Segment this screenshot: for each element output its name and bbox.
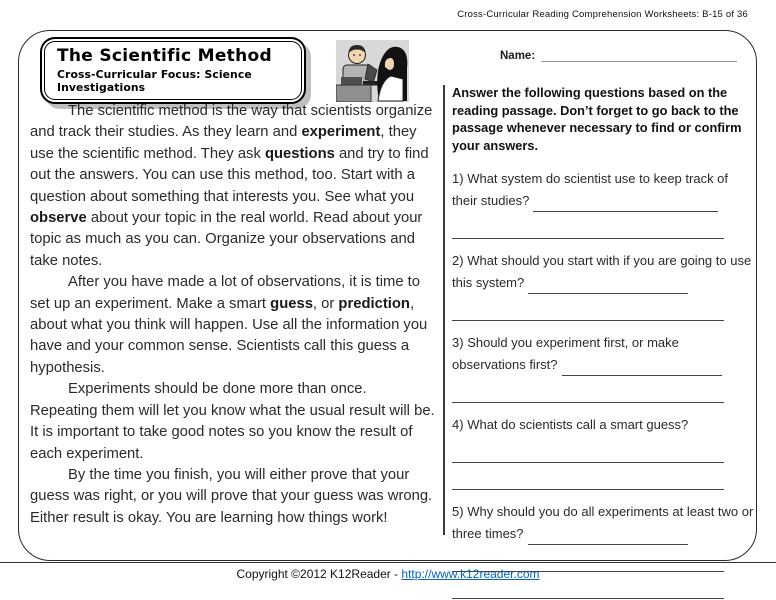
question-number: 2): [452, 253, 464, 268]
questions-list: [452, 168, 755, 599]
copyright-text: Copyright ©2012 K12Reader -: [236, 567, 402, 581]
answer-inline-blank[interactable]: [533, 199, 718, 212]
passage-bold-term: experiment: [301, 124, 381, 141]
question-5: [452, 501, 755, 599]
question-number: 1): [452, 171, 464, 186]
title-box-inner: [44, 41, 302, 100]
question-text: Should you experiment first, or make observations first?: [452, 335, 679, 372]
answer-inline-blank[interactable]: [528, 532, 688, 545]
page-title: The Scientific Method: [57, 46, 272, 66]
page-subtitle: Cross-Curricular Focus: Science Investigations: [57, 68, 252, 94]
passage-text: , or: [312, 295, 339, 312]
questions-column: [452, 84, 755, 600]
question-number: 5): [452, 504, 464, 519]
footer: [0, 567, 776, 581]
passage-text: , they use the scientific method. They ask: [30, 124, 417, 162]
passage-bold-term: questions: [264, 145, 335, 162]
instructions-text: Answer the following questions based on the reading passage. Don’t forget to go back to the passage whenever necessary to find or confirm your answers.: [452, 85, 742, 153]
name-label: Name:: [500, 50, 536, 62]
passage-paragraph: [30, 101, 437, 272]
footer-divider: [0, 562, 776, 563]
reading-passage: [30, 101, 437, 529]
question-1: [452, 168, 755, 239]
question-text: What system do scientist use to keep track of their studies?: [452, 171, 729, 208]
passage-text: The scientific method is the way that scientists organize and track their studies. As they learn and: [30, 103, 433, 141]
question-number: 4): [452, 417, 464, 432]
passage-paragraph: [30, 379, 437, 465]
name-field: [500, 50, 737, 62]
passage-text: By the time you finish, you will either prove that your guess was right, or you will prove that your guess was wrong. Either result is okay. You are learning how things work!: [30, 466, 433, 526]
answer-blank-line[interactable]: [452, 212, 724, 239]
passage-text: , about what you think will happen. Use all the information you have and your common sense. Scientists call this guess a hypothesis.: [30, 295, 428, 376]
passage-paragraph: [30, 465, 437, 529]
worksheet-series-header: Cross-Curricular Reading Comprehension Worksheets: B-15 of 36: [457, 9, 748, 20]
passage-text: After you have made a lot of observations, it is time to set up an experiment. Make a smart: [30, 274, 421, 312]
passage-bold-term: observe: [30, 210, 87, 227]
question-text: What should you start with if you are going to use this system?: [452, 253, 752, 290]
passage-text: and try to find out the answers. You can use this method, too. Start with a question about something that interests you. See what you: [30, 145, 429, 205]
column-divider: [443, 85, 445, 535]
question-number: 3): [452, 335, 464, 350]
question-3: [452, 332, 755, 403]
passage-paragraph: [30, 272, 437, 379]
answer-blank-line[interactable]: [452, 376, 724, 403]
question-2: [452, 250, 755, 321]
answer-inline-blank[interactable]: [562, 363, 722, 376]
k12reader-link[interactable]: http://www.k12reader.com: [401, 567, 540, 581]
students-experiment-illustration-icon: [336, 40, 409, 102]
name-blank-line[interactable]: [541, 50, 737, 62]
title-box: [40, 37, 306, 104]
passage-text: Experiments should be done more than once. Repeating them will let you know what the usual result will be. It is important to take good notes so you know the result of each experiment.: [30, 381, 435, 462]
question-text: What do scientists call a smart guess?: [467, 417, 689, 432]
passage-text: about your topic in the real world. Read about your topic as much as you can. Organize your observations and take notes.: [30, 210, 423, 269]
answer-blank-line[interactable]: [452, 436, 724, 463]
answer-inline-blank[interactable]: [528, 281, 688, 294]
question-text: Why should you do all experiments at least two or three times?: [452, 504, 754, 541]
answer-blank-line[interactable]: [452, 294, 724, 321]
passage-bold-term: guess: [270, 295, 313, 312]
question-4: [452, 414, 755, 490]
passage-bold-term: prediction: [338, 295, 410, 312]
answer-blank-line[interactable]: [452, 463, 724, 490]
